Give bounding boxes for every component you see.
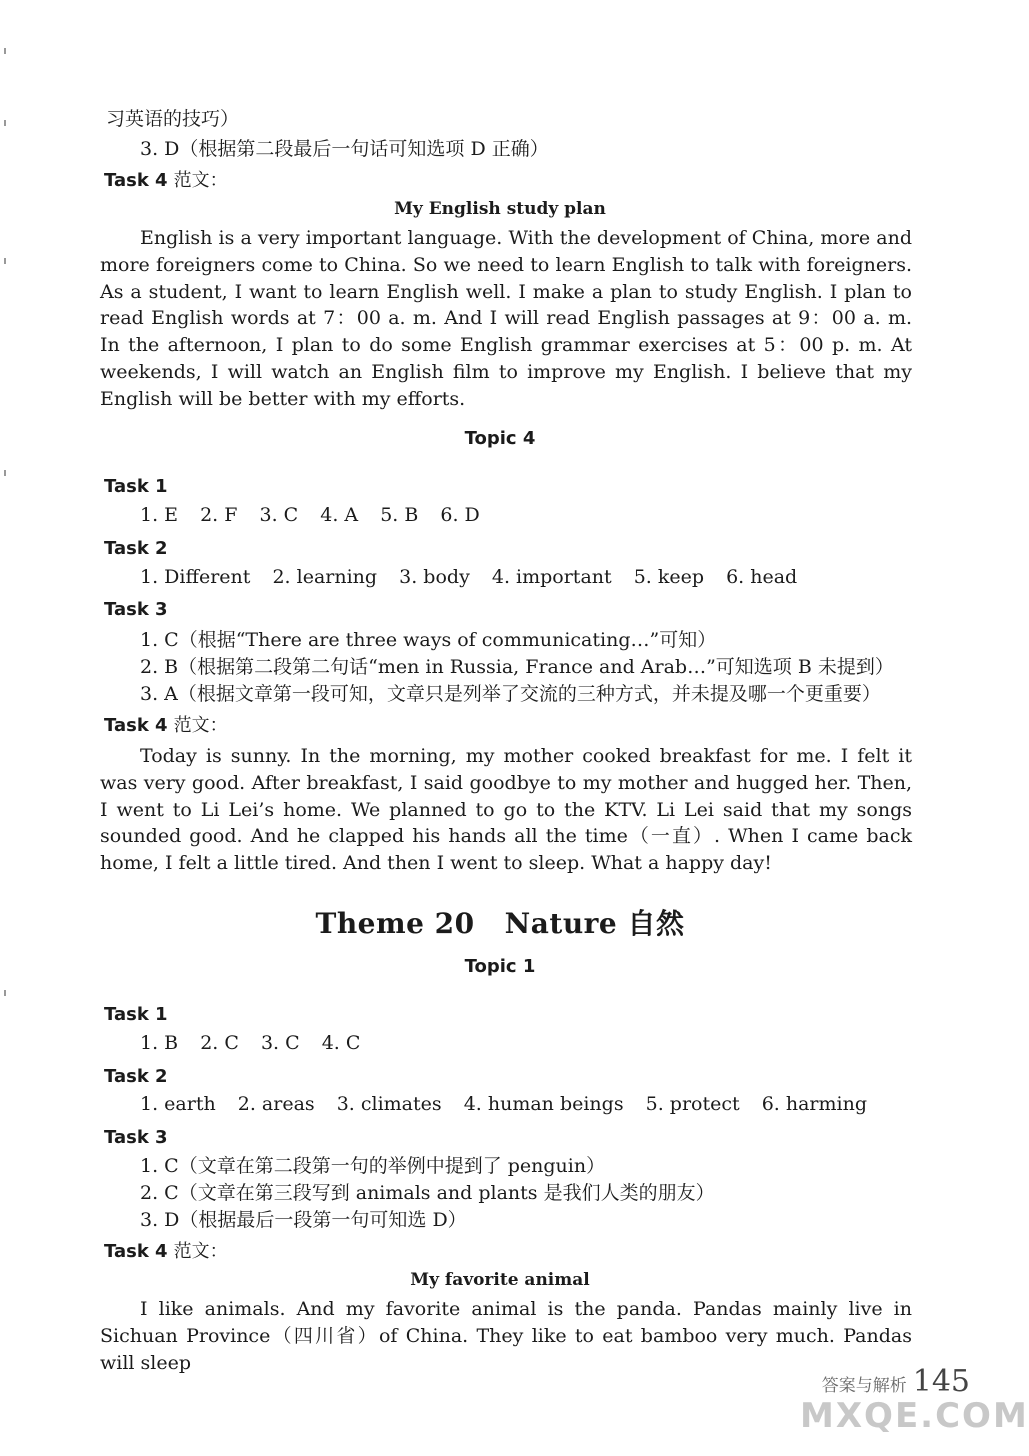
page-number: 145 [912, 1364, 970, 1399]
task-label: Task 4 [104, 1241, 168, 1262]
task-heading [104, 1240, 228, 1264]
answer-row [140, 1091, 912, 1118]
footer-label: 答案与解析 [821, 1376, 907, 1396]
answer-item: 3. climates [336, 1093, 442, 1115]
answer-line: 2. B（根据第二段第二句话“men in Russia, France and Arab…”可知选项 B 未提到） [140, 656, 894, 678]
answer-item: 1. Different [140, 566, 251, 588]
answer-line: 3. D（根据第二段最后一句话可知选项 D 正确） [140, 138, 549, 160]
task-heading [104, 169, 228, 193]
theme-name-cn: 自然 [627, 907, 685, 940]
answer-line: 1. C（文章在第二段第一句的举例中提到了 penguin） [140, 1155, 606, 1177]
margin-mark [4, 48, 6, 54]
task-sub-label: 范文： [173, 170, 228, 191]
essay-paragraph: English is a very important language. With the development of China, more and more foreigners come to China. So we need to learn English to talk with foreigners. As a student, I want to learn English well. I make a plan to study English. I plan to read English words at 7：00 a. m. And I will read English passages at 9：00 a. m. In the afternoon, I plan to do some English grammar exercises at 5：00 p. m. At weekends, I will watch an English film to improve my English. I believe that my English will be better with my efforts. [100, 227, 912, 410]
watermark-logo [800, 1396, 1029, 1448]
essay-title: My English study plan [394, 199, 606, 219]
page-footer [822, 1364, 970, 1399]
topic-heading: Topic 4 [464, 428, 536, 449]
task-heading: Task 2 [104, 538, 168, 559]
task-sub-label: 范文： [173, 1241, 228, 1262]
answer-item: 5. B [380, 504, 419, 526]
answer-row [140, 1030, 912, 1057]
margin-mark [4, 258, 6, 264]
answer-item: 2. areas [237, 1093, 315, 1115]
answer-line: 3. A（根据文章第一段可知，文章只是列举了交流的三种方式，并未提及哪一个更重要） [140, 683, 881, 705]
answer-item: 2. C [200, 1032, 239, 1054]
essay-paragraph: Today is sunny. In the morning, my mother cooked breakfast for me. I felt it was very good. After breakfast, I said goodbye to my mother and hugged her. Then, I went to Li Lei’s home. We planned to go to the KTV. Li Lei said that my songs sounded good. And he clapped his hands all the time（一直）. When I came back home, I felt a little tired. And then I went to sleep. What a happy day! [100, 745, 912, 875]
theme-title [0, 902, 1000, 942]
answer-line: 3. D（根据最后一段第一句可知选 D） [140, 1209, 467, 1231]
answer-item: 4. important [491, 566, 612, 588]
task-heading [104, 714, 228, 738]
answer-item: 1. earth [140, 1093, 216, 1115]
answer-item: 1. E [140, 504, 179, 526]
task-label: Task 4 [104, 715, 168, 736]
topic-heading: Topic 1 [464, 956, 536, 977]
answer-item: 2. learning [272, 566, 378, 588]
margin-mark [4, 470, 6, 476]
answer-item: 6. head [726, 566, 798, 588]
answer-item: 4. C [321, 1032, 361, 1054]
answer-item: 6. D [440, 504, 480, 526]
essay-paragraph: I like animals. And my favorite animal is the panda. Pandas mainly live in Sichuan Province（四川省）of China. They like to eat bamboo very much. Pandas will sleep [100, 1298, 912, 1374]
answer-item: 4. A [320, 504, 359, 526]
theme-name: Nature [504, 907, 618, 940]
task-heading: Task 1 [104, 476, 168, 497]
theme-number: Theme 20 [315, 907, 475, 940]
answer-row [140, 564, 912, 591]
margin-mark [4, 990, 6, 996]
task-label: Task 4 [104, 170, 168, 191]
answer-item: 2. F [200, 504, 238, 526]
task-sub-label: 范文： [173, 715, 228, 736]
watermark-text: MXQE.COM [800, 1396, 1029, 1436]
answer-line: 2. C（文章在第三段写到 animals and plants 是我们人类的朋友） [140, 1182, 715, 1204]
answer-item: 1. B [140, 1032, 179, 1054]
answer-item: 5. keep [633, 566, 705, 588]
task-heading: Task 2 [104, 1066, 168, 1087]
answer-item: 4. human beings [463, 1093, 624, 1115]
continuation-line: 习英语的技巧） [106, 108, 240, 130]
answer-item: 3. C [259, 504, 299, 526]
answer-item: 3. C [260, 1032, 300, 1054]
answer-row [140, 502, 912, 529]
task-heading: Task 3 [104, 599, 168, 620]
task-heading: Task 1 [104, 1004, 168, 1025]
task-heading: Task 3 [104, 1127, 168, 1148]
answer-line: 1. C（根据“There are three ways of communicating…”可知） [140, 629, 717, 651]
answer-item: 3. body [399, 566, 470, 588]
answer-item: 6. harming [761, 1093, 868, 1115]
essay-title: My favorite animal [410, 1270, 590, 1290]
margin-mark [4, 120, 6, 126]
answer-item: 5. protect [645, 1093, 740, 1115]
